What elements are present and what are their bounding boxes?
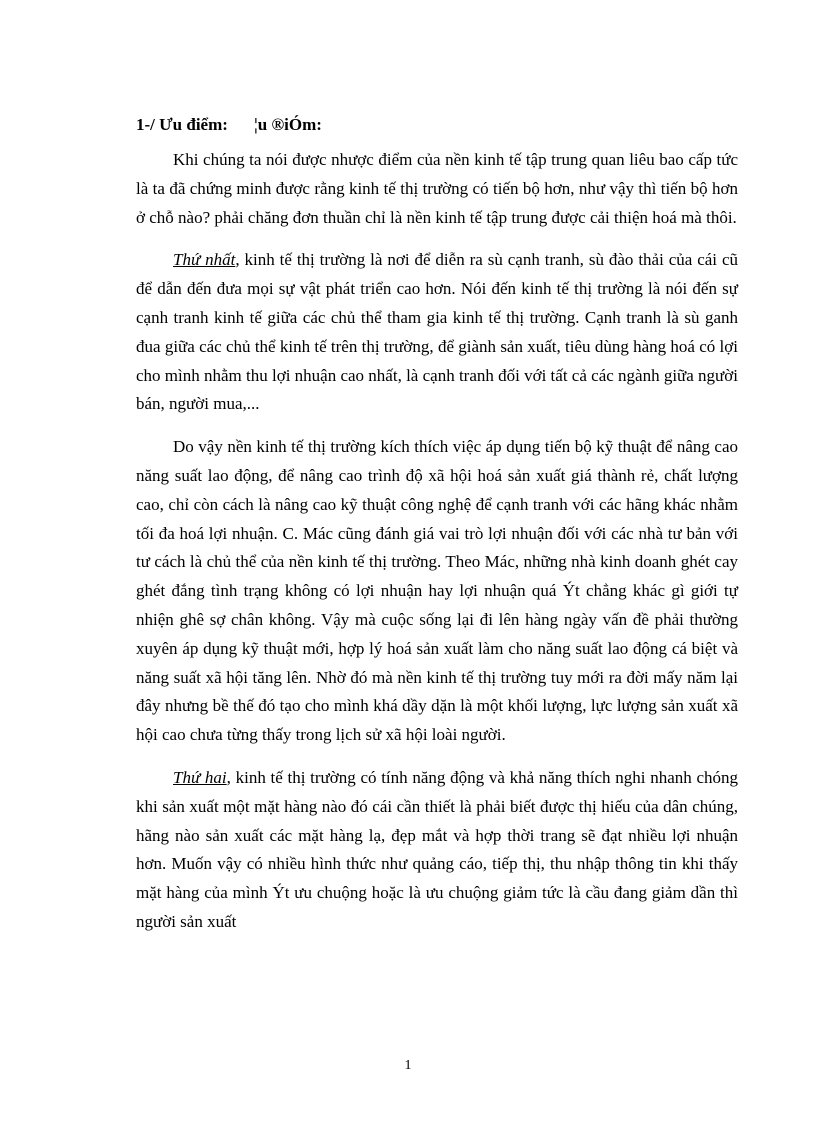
- paragraph-first-point: [136, 246, 738, 419]
- paragraph-text: Do vậy nền kinh tế thị trường kích thích việc áp dụng tiến bộ kỹ thuật để nâng cao năng suất lao động, để nâng cao trình độ xã hội hoá sản xuất giá thành rẻ, chất lượng cao, chỉ còn cách là nâng cao kỹ thuật công nghệ để cạnh tranh với các hãng khác nhằm tối đa hoá lợi nhuận. C. Mác cũng đánh giá vai trò lợi nhuận đối với các nhà tư bản với tư cách là chủ thể của nền kinh tế thị trường. Theo Mác, những nhà kinh doanh ghét cay ghét đắng tình trạng không có lợi nhuận hay lợi nhuận quá Ýt chẳng khác gì giới tự nhiện ghê sợ chân không. Vậy mà cuộc sống lại đi lên hàng ngày vấn đề phải thường xuyên áp dụng kỹ thuật mới, hợp lý hoá sản xuất làm cho năng suất lao động cá biệt và năng suất xã hội tăng lên. Nhờ đó mà nền kinh tế thị trường tuy mới ra đời mấy năm lại đây nhưng bề thế đó tạo cho mình khá dầy dặn là một khối lượng, lực lượng sản xuất xã hội cao chưa từng thấy trong lịch sử xã hội loài người.: [136, 437, 738, 745]
- document-body: [136, 146, 738, 951]
- paragraph-technology: [136, 433, 738, 750]
- paragraph-text: , kinh tế thị trường có tính năng động và khả năng thích nghi nhanh chóng khi sản xuất một mặt hàng nào đó cái cần thiết là phải biết được thị hiếu của dân chúng, hãng nào sản xuất các mặt hàng lạ, đẹp mắt và hợp thời trang sẽ đạt nhiều lợi nhuận hơn. Muốn vậy có nhiều hình thức như quảng cáo, tiếp thị, thu nhập thông tin khi thấy mặt hàng của mình Ýt ưu chuộng hoặc là ưu chuộng giảm tức là cầu đang giảm dần thì người sản xuất: [136, 767, 738, 931]
- section-heading-text: 1-/ Ưu điểm:: [136, 115, 228, 134]
- paragraph-text: , kinh tế thị trường là nơi để diễn ra sù cạnh tranh, sù đào thải của cái cũ để dẫn đến đưa mọi sự vật phát triển cao hơn. Nói đến kinh tế thị trường là nói đến sự cạnh tranh kinh tế giữa các chủ thể tham gia kinh tế thị trường. Cạnh tranh là sù ganh đua giữa các chủ thể kinh tế trên thị trường, để giành sản xuất, tiêu dùng hàng hoá có lợi cho mình nhằm thu lợi nhuận cao nhất, là cạnh tranh đối với tất cả các ngành giữa người bán, người mua,...: [136, 250, 738, 414]
- paragraph-lead-first: Thứ nhất: [173, 250, 236, 270]
- section-heading-garbled-text: ¦u ®iÓm:: [254, 115, 322, 134]
- page-number: 1: [404, 1058, 412, 1073]
- section-heading: [136, 115, 322, 135]
- paragraph-text: Khi chúng ta nói được nhược điểm của nền kinh tế tập trung quan liêu bao cấp tức là ta đã chứng minh được rằng kinh tế thị trường có tiến bộ hơn, như vậy thì tiến bộ hơn ở chỗ nào? phải chăng đơn thuần chỉ là nền kinh tế tập trung được cải thiện hoá mà thôi.: [136, 150, 738, 227]
- paragraph-intro: [136, 146, 738, 232]
- paragraph-second-point: [136, 764, 738, 937]
- paragraph-lead-second: Thứ hai: [173, 767, 227, 787]
